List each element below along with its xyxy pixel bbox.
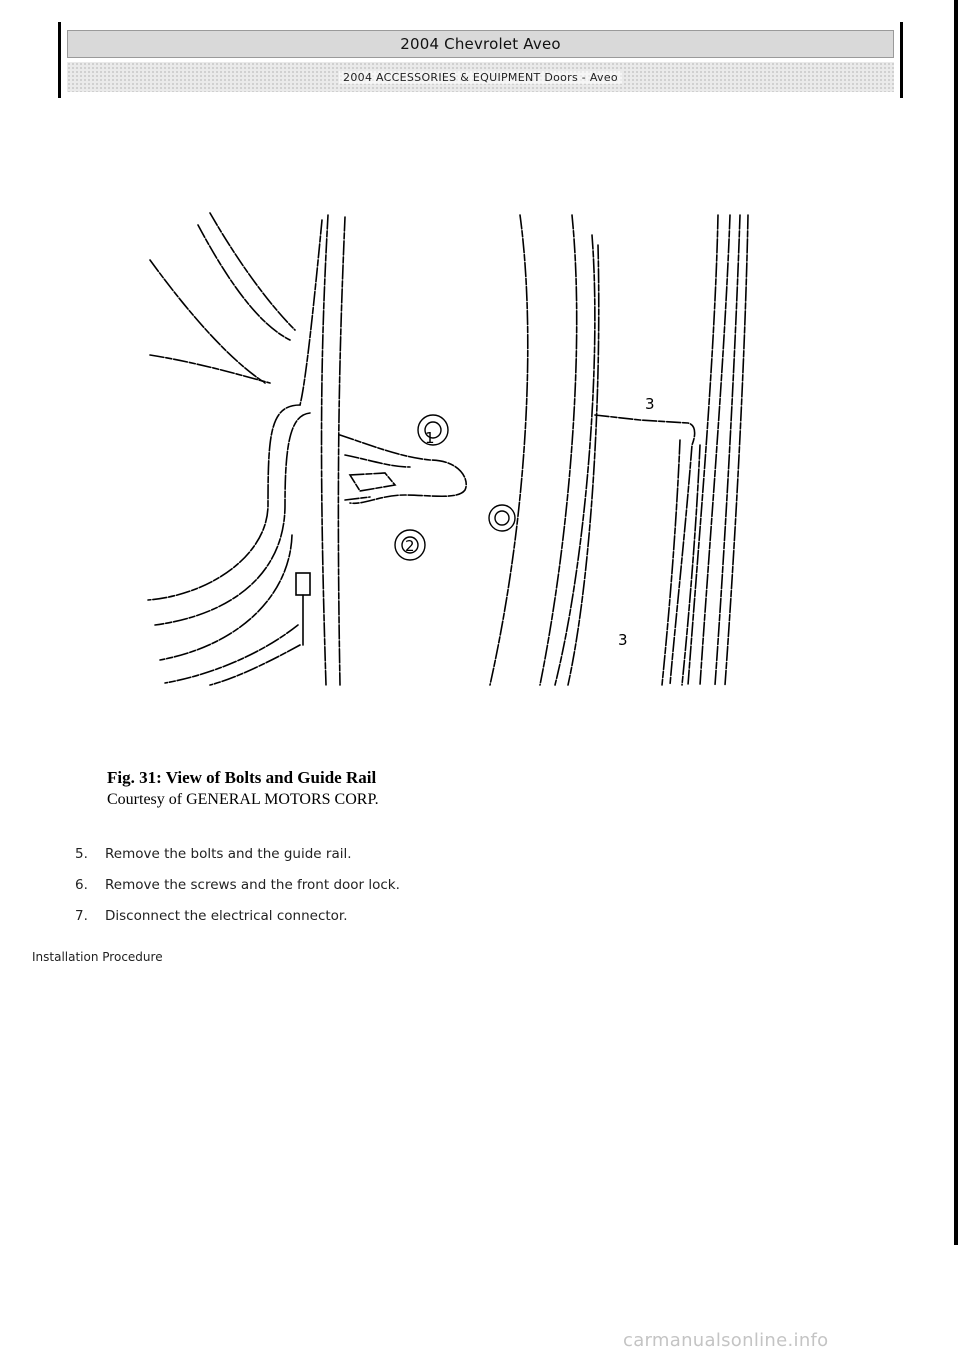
caption-credit: Courtesy of GENERAL MOTORS CORP.	[107, 791, 379, 808]
callout-label-2: 2	[405, 537, 415, 555]
header-title-bar	[67, 30, 894, 58]
caption-title: Fig. 31: View of Bolts and Guide Rail	[107, 768, 377, 787]
callout-label-3b: 3	[618, 631, 628, 649]
callout-label-1: 1	[425, 429, 435, 447]
watermark: carmanualsonline.info	[623, 1330, 829, 1351]
header-title: 2004 Chevrolet Aveo	[400, 35, 561, 53]
step-text: Disconnect the electrical connector.	[105, 908, 348, 924]
procedure-steps	[75, 843, 400, 936]
door-guide-rail-diagram	[140, 205, 760, 690]
header-subtitle-bar	[67, 62, 894, 92]
step-text: Remove the bolts and the guide rail.	[105, 846, 352, 862]
step-number: 6.	[75, 877, 88, 893]
step-text: Remove the screws and the front door lock.	[105, 877, 400, 893]
list-item	[75, 905, 400, 936]
figure-caption	[107, 767, 379, 811]
step-number: 5.	[75, 846, 88, 862]
section-heading: Installation Procedure	[32, 950, 163, 964]
page-edge-rule	[954, 0, 958, 1245]
header-subtitle: 2004 ACCESSORIES & EQUIPMENT Doors - Aveo	[339, 71, 622, 84]
list-item	[75, 874, 400, 905]
list-item	[75, 843, 400, 874]
callout-label-3a: 3	[645, 395, 655, 413]
page-header	[58, 22, 903, 98]
step-number: 7.	[75, 908, 88, 924]
